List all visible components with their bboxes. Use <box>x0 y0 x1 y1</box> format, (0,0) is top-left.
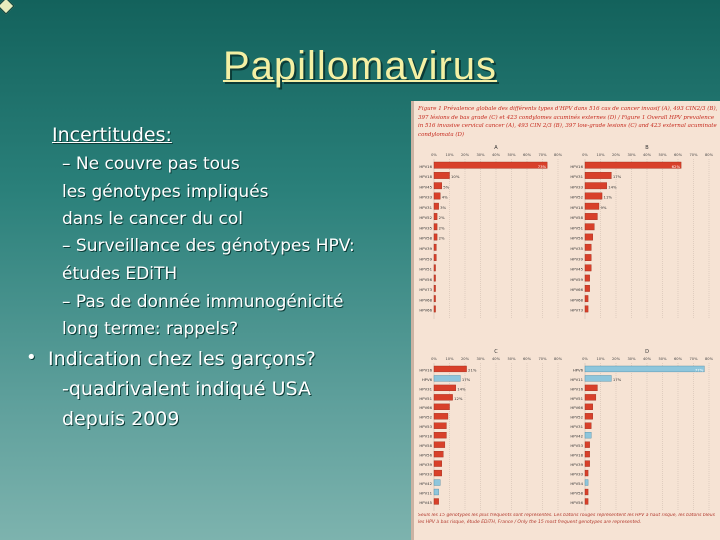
category-label: HPV6 <box>421 376 432 382</box>
data-label: 4% <box>441 194 448 200</box>
category-label: HPV11 <box>419 490 432 496</box>
data-label: 77% <box>694 367 704 373</box>
tick-label: 60% <box>523 153 531 157</box>
category-label: HPV18 <box>570 204 583 210</box>
bar <box>585 385 597 391</box>
tick-label: 10% <box>596 357 605 361</box>
tick-label: 70% <box>689 357 698 361</box>
tick-label: 70% <box>538 357 547 361</box>
bullet-incertitudes: Incertitudes: <box>52 124 172 146</box>
category-label: HPV11 <box>570 376 583 382</box>
data-label: 2% <box>438 235 445 241</box>
subitem-line: long terme: rappels? <box>62 319 239 339</box>
figure-caption: Figure 1 Prévalence globale des différents types d'HPV dans 516 cas de cancer invasif (A), 493 CIN2/3 (B), 397 lésions de bas grade (C) et 423 condylomes acuminés externes (D) / Figure 1 Overall HPV prevalence in 516 invasive cervical cancer (A), 493 CIN 2/3 (B), 397 low-grade lesions (C) and 423 external acuminate condylomata (D) <box>418 106 718 138</box>
bar <box>434 461 442 467</box>
category-label: HPV73 <box>419 287 432 293</box>
category-label: HPV66 <box>419 307 432 313</box>
bar <box>585 470 588 476</box>
category-label: HPV16 <box>419 163 432 169</box>
category-label: HPV33 <box>570 471 583 477</box>
data-label: 14% <box>608 184 617 190</box>
category-label: HPV58 <box>570 215 583 221</box>
subitem-line: les génotypes impliqués <box>62 182 269 202</box>
category-label: HPV33 <box>419 194 432 200</box>
category-label: HPV31 <box>570 424 583 430</box>
hpv-bar-charts <box>414 101 720 540</box>
category-label: HPV54 <box>570 480 583 486</box>
bar <box>434 254 436 260</box>
tick-label: 60% <box>523 357 531 361</box>
bar <box>434 442 445 448</box>
bar <box>585 375 611 381</box>
tick-label: 0% <box>582 153 588 157</box>
tick-label: 30% <box>627 153 636 157</box>
tick-label: 20% <box>461 153 469 157</box>
panel-letter: B <box>645 145 649 151</box>
bar <box>434 499 439 505</box>
category-label: HPV52 <box>419 215 432 221</box>
data-label: 11% <box>603 194 613 200</box>
panel-letter: C <box>494 349 498 355</box>
data-label: 14% <box>457 386 466 392</box>
tick-label: 20% <box>461 357 469 361</box>
bullet-garcons-sub: depuis 2009 <box>62 408 180 430</box>
bar <box>585 442 590 448</box>
data-label: 2% <box>438 215 445 221</box>
bar <box>434 193 440 199</box>
category-label: HPV58 <box>419 235 432 241</box>
bar <box>434 213 437 219</box>
tick-label: 80% <box>705 357 713 361</box>
category-label: HPV51 <box>570 225 583 231</box>
tick-label: 10% <box>445 153 454 157</box>
bar <box>434 470 442 476</box>
category-label: HPV45 <box>570 266 583 272</box>
tick-label: 40% <box>643 153 651 157</box>
dot-bullet-icon: • <box>26 347 37 368</box>
bar <box>585 183 607 189</box>
category-label: HPV56 <box>570 499 583 505</box>
data-label: 17% <box>612 174 622 180</box>
category-label: HPV39 <box>570 462 583 468</box>
bar <box>434 306 436 312</box>
category-label: HPV56 <box>570 235 583 241</box>
category-label: HPV39 <box>570 256 583 262</box>
bar <box>434 183 442 189</box>
data-label: 3% <box>440 204 447 210</box>
data-label: 2% <box>438 225 445 231</box>
category-label: HPV45 <box>419 184 432 190</box>
bar <box>585 285 590 291</box>
category-label: HPV42 <box>419 480 432 486</box>
diamond-bullet-icon <box>0 0 14 14</box>
bar <box>434 366 467 372</box>
category-label: HPV45 <box>419 499 432 505</box>
bar <box>434 413 448 419</box>
bar <box>434 285 436 291</box>
bar <box>434 234 437 240</box>
category-label: HPV59 <box>419 256 432 262</box>
subitem-line: études EDiTH <box>62 264 178 284</box>
subitem-line: – Ne couvre pas tous <box>62 154 240 174</box>
tick-label: 80% <box>554 357 562 361</box>
bar <box>585 162 681 168</box>
category-label: HPV59 <box>570 276 583 282</box>
tick-label: 40% <box>492 153 500 157</box>
category-label: HPV33 <box>570 184 583 190</box>
category-label: HPV39 <box>419 245 432 251</box>
bar <box>434 385 456 391</box>
category-label: HPV68 <box>419 297 432 303</box>
bar <box>434 404 450 410</box>
bar <box>585 499 588 505</box>
slide-title: Papillomavirus <box>222 44 498 88</box>
bar <box>585 306 588 312</box>
bar <box>434 432 446 438</box>
tick-label: 30% <box>476 153 485 157</box>
subitem-line: – Pas de donnée immunogénicité <box>62 292 344 312</box>
bar <box>585 193 602 199</box>
bar <box>585 432 591 438</box>
bar <box>585 295 588 301</box>
bar <box>434 265 436 271</box>
subitem-line: dans le cancer du col <box>62 209 244 229</box>
bar <box>434 162 547 168</box>
tick-label: 80% <box>554 153 562 157</box>
category-label: HPV35 <box>419 225 432 231</box>
bar <box>585 244 591 250</box>
bar <box>585 423 591 429</box>
data-label: 62% <box>671 163 681 169</box>
tick-label: 0% <box>431 357 437 361</box>
category-label: HPV52 <box>570 194 583 200</box>
tick-label: 50% <box>507 153 516 157</box>
bar <box>585 234 593 240</box>
bar <box>585 480 588 486</box>
tick-label: 40% <box>643 357 651 361</box>
bar <box>585 172 611 178</box>
category-label: HPV68 <box>570 297 583 303</box>
bar <box>585 224 594 230</box>
category-label: HPV18 <box>419 174 432 180</box>
category-label: HPV66 <box>570 405 583 411</box>
bar <box>434 451 443 457</box>
category-label: HPV66 <box>570 287 583 293</box>
category-label: HPV53 <box>419 424 432 430</box>
bar <box>585 275 590 281</box>
category-label: HPV73 <box>570 307 583 313</box>
bar <box>585 413 593 419</box>
bar <box>434 489 439 495</box>
data-label: 21% <box>468 367 477 373</box>
tick-label: 80% <box>705 153 713 157</box>
subitem-line: – Surveillance des génotypes HPV: <box>62 236 355 256</box>
tick-label: 10% <box>596 153 605 157</box>
data-label: 17% <box>461 376 471 382</box>
category-label: HPV52 <box>419 414 432 420</box>
hpv-prevalence-figure <box>411 101 720 540</box>
tick-label: 50% <box>658 357 667 361</box>
bar <box>585 489 588 495</box>
tick-label: 50% <box>507 357 516 361</box>
tick-label: 30% <box>476 357 485 361</box>
category-label: HPV58 <box>570 490 583 496</box>
tick-label: 10% <box>445 357 454 361</box>
bar <box>585 203 599 209</box>
bullet-garcons-sub: -quadrivalent indiqué USA <box>62 378 311 400</box>
bar <box>585 265 591 271</box>
category-label: HPV18 <box>570 452 583 458</box>
data-label: 9% <box>600 204 607 210</box>
category-label: HPV31 <box>419 204 432 210</box>
tick-label: 30% <box>627 357 636 361</box>
tick-label: 60% <box>674 153 682 157</box>
tick-label: 20% <box>612 153 620 157</box>
bar <box>434 275 436 281</box>
figure-footnote: Seuls les 15 génotypes les plus fréquents sont représentés. Les bâtons rouges représentent les HPV à haut risque, les bâtons bleus les HPV à bas risque, étude EDiTH, France / Only the 15 most frequent genotypes are represented. <box>418 513 716 525</box>
category-label: HPV56 <box>419 452 432 458</box>
data-label: 73% <box>537 163 547 169</box>
bar <box>434 172 450 178</box>
category-label: HPV42 <box>570 433 583 439</box>
bar <box>434 375 460 381</box>
category-label: HPV16 <box>570 386 583 392</box>
bar <box>585 451 590 457</box>
data-label: 5% <box>443 184 450 190</box>
category-label: HPV33 <box>419 471 432 477</box>
bar <box>434 224 437 230</box>
data-label: 10% <box>451 174 460 180</box>
tick-label: 50% <box>658 153 667 157</box>
bar <box>585 213 597 219</box>
category-label: HPV51 <box>570 395 583 401</box>
bullet-garcons: Indication chez les garçons? <box>48 348 316 370</box>
tick-label: 70% <box>538 153 547 157</box>
category-label: HPV58 <box>419 443 432 449</box>
category-label: HPV51 <box>419 266 432 272</box>
category-label: HPV31 <box>570 174 583 180</box>
panel-letter: A <box>494 145 498 151</box>
tick-label: 70% <box>689 153 698 157</box>
bar <box>434 394 453 400</box>
category-label: HPV56 <box>419 276 432 282</box>
category-label: HPV18 <box>419 433 432 439</box>
category-label: HPV35 <box>570 245 583 251</box>
bar <box>434 295 436 301</box>
tick-label: 0% <box>582 357 588 361</box>
bar <box>585 404 593 410</box>
bar <box>434 203 439 209</box>
category-label: HPV51 <box>419 395 432 401</box>
category-label: HPV16 <box>570 163 583 169</box>
category-label: HPV31 <box>419 386 432 392</box>
category-label: HPV6 <box>572 367 583 373</box>
bar <box>434 480 440 486</box>
tick-label: 60% <box>674 357 682 361</box>
category-label: HPV52 <box>570 414 583 420</box>
bar <box>585 366 704 372</box>
category-label: HPV66 <box>419 405 432 411</box>
tick-label: 40% <box>492 357 500 361</box>
category-label: HPV53 <box>570 443 583 449</box>
bar <box>434 244 436 250</box>
data-label: 17% <box>612 376 622 382</box>
tick-label: 20% <box>612 357 620 361</box>
category-label: HPV39 <box>419 462 432 468</box>
bar <box>585 394 596 400</box>
panel-letter: D <box>645 349 649 355</box>
category-label: HPV16 <box>419 367 432 373</box>
bar <box>585 254 591 260</box>
bar <box>434 423 446 429</box>
tick-label: 0% <box>431 153 437 157</box>
bar <box>585 461 590 467</box>
data-label: 12% <box>454 395 463 401</box>
